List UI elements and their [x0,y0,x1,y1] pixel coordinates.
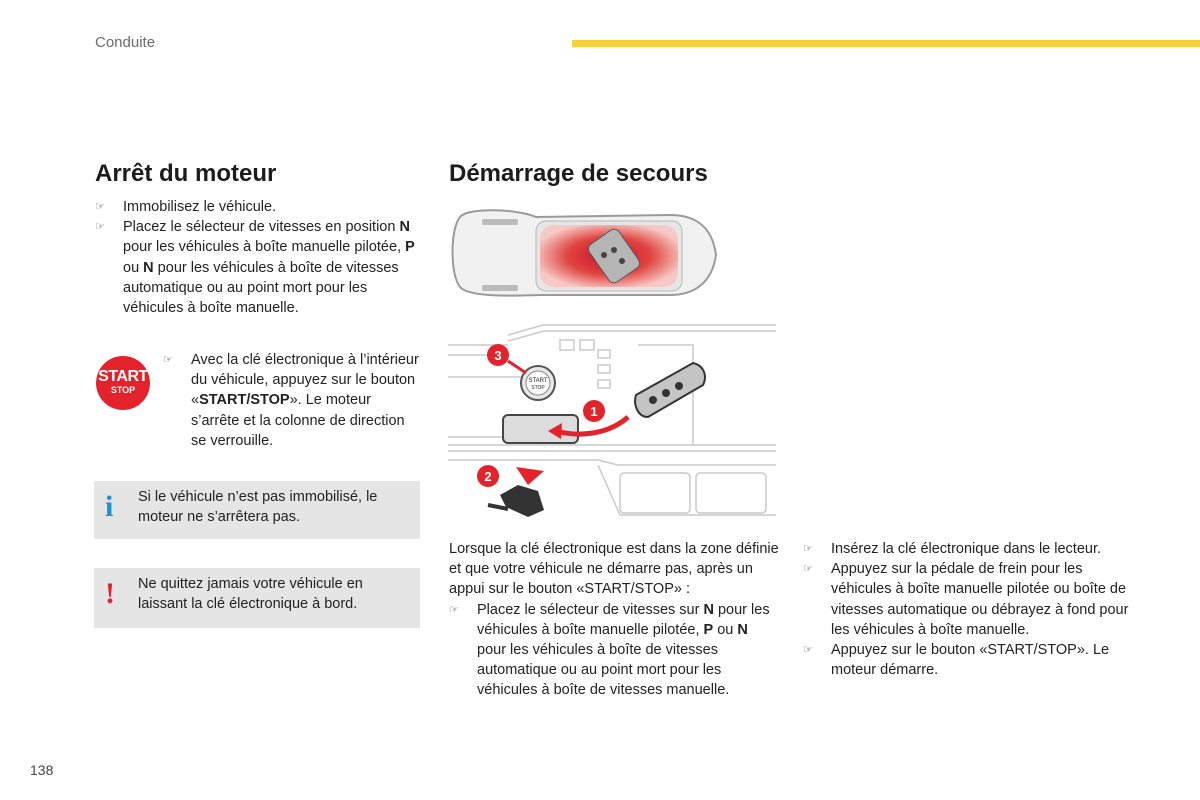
pointing-hand-bullet-icon: ☞ [95,221,105,234]
title-engine-stop: Arrêt du moteur [95,160,277,187]
pointing-hand-bullet-icon: ☞ [803,543,813,555]
text-run: Appuyez sur la pédale de frein pour les véhicules à boîte manuelle pilotée ou boîte de vitesses automatique ou débrayez à fond pour les véhicules à boîte manuelle. [831,561,1129,638]
emergency-start-steps [803,539,1133,680]
warning-box [94,568,420,628]
bold-text: START/STOP [199,392,290,409]
pointing-hand-bullet-icon: ☞ [95,201,105,213]
svg-text:1: 1 [590,404,598,419]
bold-text: N [399,219,410,236]
illus-stop-text: STOP [531,385,545,391]
svg-text:2: 2 [484,469,492,484]
text-run: pour les véhicules à boîte manuelle pilotée, [477,601,770,638]
list-item [803,559,1133,640]
text-run: pour les véhicules à boîte de vitesses automatique ou au point mort pour les véhicules à boîte manuelle. [123,259,399,317]
text-run: Appuyez sur le bouton «START/STOP». Le moteur démarre. [831,642,1110,679]
list-item [803,539,1133,559]
info-icon: i [105,490,114,523]
text-run: pour les véhicules à boîte manuelle pilotée, [123,239,406,256]
step-2-badge [477,465,499,487]
emergency-start-illustration [448,195,776,527]
step-3-pointer-icon [508,361,526,373]
text-run: pour les véhicules à boîte de vitesses automatique ou au point mort pour les véhicules à boîte de vitesses manuelle. [477,642,730,699]
text-run: Placez le sélecteur de vitesses sur [477,601,704,618]
text-run: Immobilisez le véhicule. [123,199,277,215]
header-accent-bar [572,40,1200,47]
key-fob-icon [635,363,705,417]
step-1-badge [583,400,605,422]
title-emergency-start: Démarrage de secours [449,160,708,187]
emergency-start-gear-list [449,600,779,701]
illus-start-text: START [528,378,548,384]
pointing-hand-bullet-icon: ☞ [803,563,813,576]
bold-text: P [405,239,415,256]
list-item [95,217,425,318]
pointing-hand-bullet-icon: ☞ [803,644,813,657]
text-run: ou [713,621,738,638]
text-run: Avec la clé électronique à l’intérieur du véhicule, appuyez sur le bouton « [191,352,419,409]
bold-text: P [703,621,714,638]
info-text: Si le véhicule n’est pas immobilisé, le moteur ne s’arrêtera pas. [138,489,378,526]
start-stop-button-illustration [521,366,555,400]
pointing-hand-bullet-icon: ☞ [449,603,459,616]
list-item [163,350,423,451]
pointing-hand-bullet-icon: ☞ [163,354,173,366]
warning-icon: ! [105,577,115,610]
text-run: Insérez la clé électronique dans le lecteur. [831,541,1102,557]
emergency-start-intro-column [449,539,779,701]
start-stop-button-icon [96,356,150,410]
step-3-badge [487,344,509,366]
svg-text:3: 3 [494,348,502,363]
text-run: ou [123,259,144,276]
engine-stop-list [95,197,425,318]
info-box [94,481,420,539]
bold-text: N [703,601,714,618]
text-run: Placez le sélecteur de vitesses en position [123,219,400,236]
text-run: ». Le moteur s’arrête et la colonne de direction se verrouille. [191,392,405,449]
start-stop-instructions [163,350,423,451]
bold-text: N [143,259,154,276]
car-top-view-icon [453,210,717,295]
emergency-start-intro: Lorsque la clé électronique est dans la zone définie et que votre véhicule ne démarre pas, après un appui sur le bouton «START/STOP» : [449,541,779,598]
warning-text: Ne quittez jamais votre véhicule en laissant la clé électronique à bord. [138,576,363,613]
start-label: START [98,368,148,385]
list-item [95,197,425,217]
page-number: 138 [30,762,54,778]
list-item [803,640,1133,680]
list-item [449,600,779,701]
bold-text: N [737,621,748,638]
stop-label: STOP [110,385,136,395]
section-label: Conduite [95,34,156,51]
key-reader-slot [503,415,578,443]
